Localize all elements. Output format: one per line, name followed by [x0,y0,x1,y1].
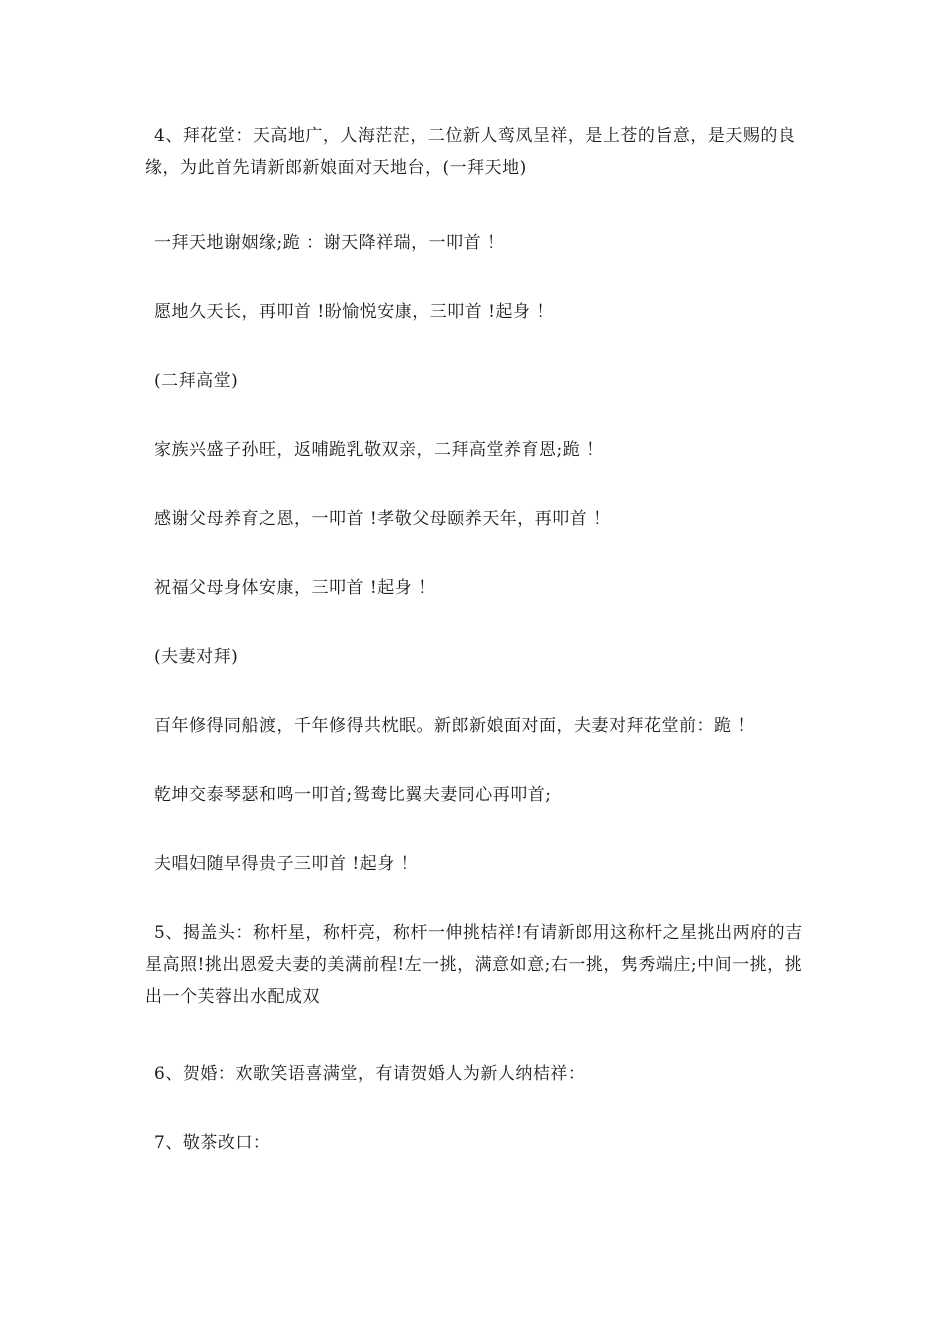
heading-er-bai-gao-tang: (二拜高堂) [154,371,239,391]
paragraph-gan-xie-fu-mu: 感谢父母养育之恩，一叩首 !孝敬父母颐养天年，再叩首 ！ [154,509,611,529]
paragraph-bai-nian-xiu-de: 百年修得同船渡，千年修得共枕眠。新郎新娘面对面，夫妻对拜花堂前：跪 ！ [154,716,755,736]
paragraph-jie-gai-tou: 5、揭盖头：称杆星，称杆亮，称杆一伸挑桔祥!有请新郎用这称杆之星挑出两府的吉星高照!挑出恩爱夫妻的美满前程!左一挑，满意如意;右一挑，隽秀端庄;中间一挑，挑出一个芙蓉出水配成双 [145,923,803,1007]
paragraph-bai-hua-tang: 4、拜花堂：天高地广，人海茫茫，二位新人鸾凤呈祥，是上苍的旨意，是天赐的良缘，为此首先请新郎新娘面对天地台，(一拜天地) [145,126,796,178]
paragraph-yi-bai-tian-di: 一拜天地谢姻缘;跪 ：谢天降祥瑞，一叩首 ！ [154,233,505,253]
paragraph-jia-zu-xing-sheng: 家族兴盛子孙旺，返哺跪乳敬双亲，二拜高堂养育恩;跪 ！ [154,440,604,460]
paragraph-fu-chang-fu-sui: 夫唱妇随早得贵子三叩首 !起身 ！ [154,854,419,874]
heading-fu-qi-dui-bai: (夫妻对拜) [154,647,239,667]
paragraph-he-hun: 6、贺婚：欢歌笑语喜满堂，有请贺婚人为新人纳桔祥： [154,1064,586,1084]
paragraph-di-jiu-tian-chang: 愿地久天长，再叩首 !盼愉悦安康，三叩首 !起身 ！ [154,302,554,322]
paragraph-zhu-fu-fu-mu: 祝福父母身体安康，三叩首 !起身 ！ [154,578,436,598]
paragraph-jing-cha-gai-kou: 7、敬茶改口： [154,1133,271,1153]
paragraph-qian-kun-jiao-tai: 乾坤交泰琴瑟和鸣一叩首;鸳鸯比翼夫妻同心再叩首; [154,785,552,805]
